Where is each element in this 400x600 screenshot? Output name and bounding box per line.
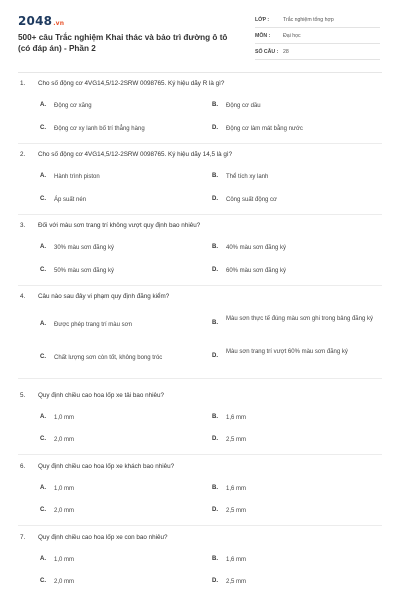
option-letter: B.	[212, 556, 218, 562]
question-text: Đối với màu sơn trang trí không vượt quy định bao nhiêu?	[38, 222, 201, 229]
option-text: 50% màu sơn đăng ký	[54, 268, 114, 274]
document-header	[0, 0, 400, 70]
meta-row-subject	[255, 30, 380, 44]
option-text: 2,0 mm	[54, 579, 75, 585]
question-text: Quy định chiều cao hoa lốp xe tải bao nhiêu?	[38, 392, 165, 399]
option-letter: A.	[40, 244, 46, 250]
option-letter: D.	[212, 267, 218, 273]
document-title: 500+ câu Trắc nghiệm Khai thác và bảo trì đường ô tô (có đáp án) - Phần 2	[18, 33, 228, 53]
question-number: 2.	[20, 151, 26, 158]
option-text: Màu sơn thực tế đúng màu sơn ghi trong bảng đăng ký	[226, 316, 373, 322]
question-divider	[18, 525, 382, 526]
question-text: Câu nào sau đây vi phạm quy định đăng kiểm?	[38, 293, 170, 300]
option-letter: C.	[40, 267, 46, 273]
option-letter: C.	[40, 196, 46, 202]
question-divider	[18, 143, 382, 144]
option-text: 1,0 mm	[54, 415, 75, 421]
option-text: 2,5 mm	[226, 437, 247, 443]
meta-label: MÔN :	[255, 33, 271, 39]
option-text: 1,0 mm	[54, 486, 75, 492]
option-letter: A.	[40, 485, 46, 491]
option-text: Công suất động cơ	[226, 197, 277, 203]
document-meta	[255, 14, 380, 62]
option-letter: C.	[40, 125, 46, 131]
option-text: Màu sơn trang trí vượt 60% màu sơn đăng ký	[226, 349, 348, 355]
option-letter: C.	[40, 578, 46, 584]
question-number: 4.	[20, 293, 26, 300]
option-text: Áp suất nén	[54, 197, 87, 203]
option-letter: D.	[212, 436, 218, 442]
meta-value: 28	[283, 49, 289, 55]
question-divider	[18, 214, 382, 215]
option-letter: C.	[40, 354, 46, 360]
option-letter: A.	[40, 173, 46, 179]
option-text: 1,6 mm	[226, 415, 247, 421]
logo-main-text: 2048	[18, 14, 53, 28]
option-text: Hành trình piston	[54, 174, 100, 180]
option-text: 30% màu sơn đăng ký	[54, 245, 114, 251]
meta-row-count	[255, 46, 380, 60]
question-heading	[20, 293, 169, 300]
option-text: 1,0 mm	[54, 557, 75, 563]
option-letter: D.	[212, 353, 218, 359]
meta-value: Đại học	[283, 33, 301, 39]
meta-label: LỚP :	[255, 17, 270, 23]
question-heading	[20, 463, 174, 470]
option-text: Động cơ xăng	[54, 103, 92, 109]
option-letter: B.	[212, 414, 218, 420]
option-letter: B.	[212, 485, 218, 491]
header-divider	[18, 72, 382, 73]
question-divider	[18, 454, 382, 455]
question-number: 7.	[20, 534, 26, 541]
option-letter: A.	[40, 321, 46, 327]
option-text: Chất lượng sơn còn tốt, không bong tróc	[54, 355, 163, 361]
option-letter: A.	[40, 556, 46, 562]
option-text: 40% màu sơn đăng ký	[226, 245, 286, 251]
option-letter: A.	[40, 102, 46, 108]
question-divider	[18, 285, 382, 286]
option-text: Động cơ xy lanh bố trí thẳng hàng	[54, 126, 145, 132]
option-letter: B.	[212, 244, 218, 250]
question-text: Quy định chiều cao hoa lốp xe khách bao nhiêu?	[38, 463, 175, 470]
option-letter: B.	[212, 173, 218, 179]
option-letter: D.	[212, 196, 218, 202]
meta-value: Trắc nghiệm tổng hợp	[283, 17, 334, 23]
question-number: 6.	[20, 463, 26, 470]
question-text: Cho số động cơ 4VG14,5/12-2SRW 0098765. Ký hiệu dãy R là gì?	[38, 80, 225, 87]
option-text: Động cơ làm mát bằng nước	[226, 126, 303, 132]
option-text: 2,5 mm	[226, 579, 247, 585]
question-text: Cho số động cơ 4VG14,5/12-2SRW 0098765. Ký hiệu dãy 14,5 là gì?	[38, 151, 233, 158]
question-heading	[20, 392, 164, 399]
question-number: 3.	[20, 222, 26, 229]
question-heading	[20, 151, 232, 158]
question-number: 1.	[20, 80, 26, 87]
question-text: Quy định chiều cao hoa lốp xe con bao nhiêu?	[38, 534, 168, 541]
option-text: 1,6 mm	[226, 557, 247, 563]
option-text: 1,6 mm	[226, 486, 247, 492]
meta-label: SỐ CÂU :	[255, 49, 279, 55]
option-letter: D.	[212, 578, 218, 584]
option-letter: C.	[40, 436, 46, 442]
option-text: Thể tích xy lanh	[226, 174, 269, 180]
meta-row-class	[255, 14, 380, 28]
option-letter: A.	[40, 414, 46, 420]
question-heading	[20, 222, 200, 229]
question-heading	[20, 534, 168, 541]
option-text: Động cơ dầu	[226, 103, 261, 109]
question-heading	[20, 80, 224, 87]
question-divider	[18, 378, 382, 379]
site-logo[interactable]	[18, 14, 64, 28]
option-letter: B.	[212, 320, 218, 326]
option-letter: B.	[212, 102, 218, 108]
option-text: 2,0 mm	[54, 437, 75, 443]
option-letter: C.	[40, 507, 46, 513]
question-number: 5.	[20, 392, 26, 399]
logo-suffix-text: .vn	[53, 20, 65, 27]
option-letter: D.	[212, 507, 218, 513]
option-text: 2,5 mm	[226, 508, 247, 514]
option-text: 60% màu sơn đăng ký	[226, 268, 286, 274]
option-text: 2,0 mm	[54, 508, 75, 514]
option-text: Được phép trang trí màu sơn	[54, 322, 132, 328]
option-letter: D.	[212, 125, 218, 131]
